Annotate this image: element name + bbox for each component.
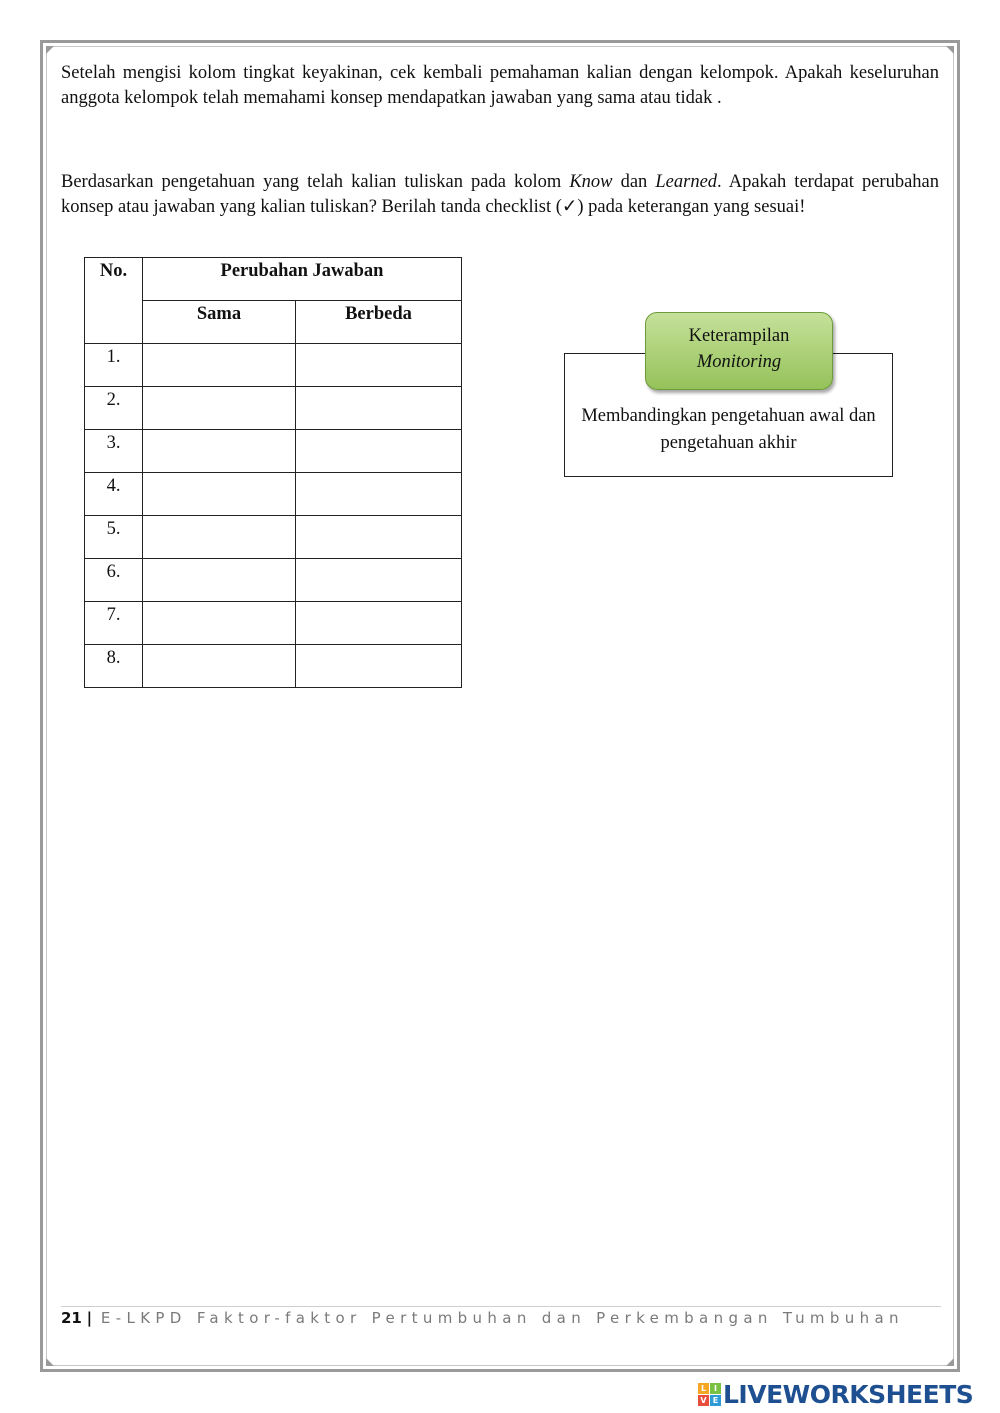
logo-letter: L	[698, 1383, 709, 1394]
checkbox-cell-sama[interactable]	[143, 559, 296, 602]
table-row	[85, 473, 462, 516]
row-number: 1.	[85, 344, 143, 387]
document-title: E-LKPD Faktor-faktor Pertumbuhan dan Perkembangan Tumbuhan	[100, 1309, 904, 1327]
corner-ornament-top-right	[946, 46, 954, 54]
row-number: 5.	[85, 516, 143, 559]
logo-letter: E	[710, 1395, 721, 1406]
header-perubahan-jawaban: Perubahan Jawaban	[143, 258, 462, 301]
corner-ornament-top-left	[46, 46, 54, 54]
checkbox-cell-sama[interactable]	[143, 473, 296, 516]
header-sama: Sama	[143, 301, 296, 344]
row-number: 2.	[85, 387, 143, 430]
checkbox-cell-berbeda[interactable]	[296, 559, 462, 602]
checkbox-cell-berbeda[interactable]	[296, 344, 462, 387]
instruction-paragraph-1: Setelah mengisi kolom tingkat keyakinan, cek kembali pemahaman kalian dengan kelompok. Apakah keseluruhan anggota kelompok telah memahami konsep mendapatkan jawaban yang sama atau tidak .	[61, 63, 939, 108]
skill-subtitle: Monitoring	[696, 352, 782, 372]
page-footer	[61, 1309, 904, 1327]
checkbox-cell-berbeda[interactable]	[296, 430, 462, 473]
table-row	[85, 516, 462, 559]
checkbox-cell-sama[interactable]	[143, 344, 296, 387]
liveworksheets-branding	[698, 1379, 973, 1409]
header-no: No.	[85, 258, 143, 344]
checkbox-cell-berbeda[interactable]	[296, 645, 462, 688]
footer-separator: |	[86, 1309, 93, 1327]
logo-letter: V	[698, 1395, 709, 1406]
checkbox-cell-berbeda[interactable]	[296, 473, 462, 516]
skill-title: Keterampilan	[688, 326, 790, 346]
skill-label-badge	[645, 312, 833, 390]
table-row	[85, 645, 462, 688]
row-number: 8.	[85, 645, 143, 688]
answer-change-table	[84, 257, 462, 688]
skill-description: Membandingkan pengetahuan awal dan pengetahuan akhir	[581, 406, 876, 453]
know-term: Know	[569, 172, 613, 192]
row-number: 3.	[85, 430, 143, 473]
instruction-text-and: dan	[612, 172, 656, 192]
table-header-row	[85, 258, 462, 301]
table-row	[85, 559, 462, 602]
corner-ornament-bottom-left	[46, 1358, 54, 1366]
brand-name: LIVEWORKSHEETS	[723, 1379, 974, 1409]
table-row	[85, 387, 462, 430]
header-berbeda: Berbeda	[296, 301, 462, 344]
page-number: 21	[61, 1309, 82, 1327]
row-number: 7.	[85, 602, 143, 645]
table-row	[85, 602, 462, 645]
instruction-text-start: Berdasarkan pengetahuan yang telah kalian tuliskan pada kolom	[61, 172, 570, 192]
instruction-text-end: . Apakah terdapat perubahan konsep atau jawaban yang kalian tuliskan? Berilah tanda checklist (✓) pada keterangan yang sesuai!	[61, 172, 939, 217]
logo-letter: I	[710, 1383, 721, 1394]
checkbox-cell-sama[interactable]	[143, 516, 296, 559]
liveworksheets-logo-icon	[698, 1383, 721, 1406]
footer-divider	[61, 1306, 941, 1307]
checkbox-cell-berbeda[interactable]	[296, 387, 462, 430]
table-row	[85, 430, 462, 473]
checkbox-cell-sama[interactable]	[143, 602, 296, 645]
row-number: 4.	[85, 473, 143, 516]
page-border-inner	[46, 46, 954, 1366]
checkbox-cell-sama[interactable]	[143, 645, 296, 688]
checkbox-cell-sama[interactable]	[143, 387, 296, 430]
checkbox-cell-sama[interactable]	[143, 430, 296, 473]
checkbox-cell-berbeda[interactable]	[296, 516, 462, 559]
learned-term: Learned	[655, 172, 718, 192]
corner-ornament-bottom-right	[946, 1358, 954, 1366]
row-number: 6.	[85, 559, 143, 602]
checkbox-cell-berbeda[interactable]	[296, 602, 462, 645]
instruction-paragraph-2	[61, 170, 939, 220]
table-row	[85, 344, 462, 387]
